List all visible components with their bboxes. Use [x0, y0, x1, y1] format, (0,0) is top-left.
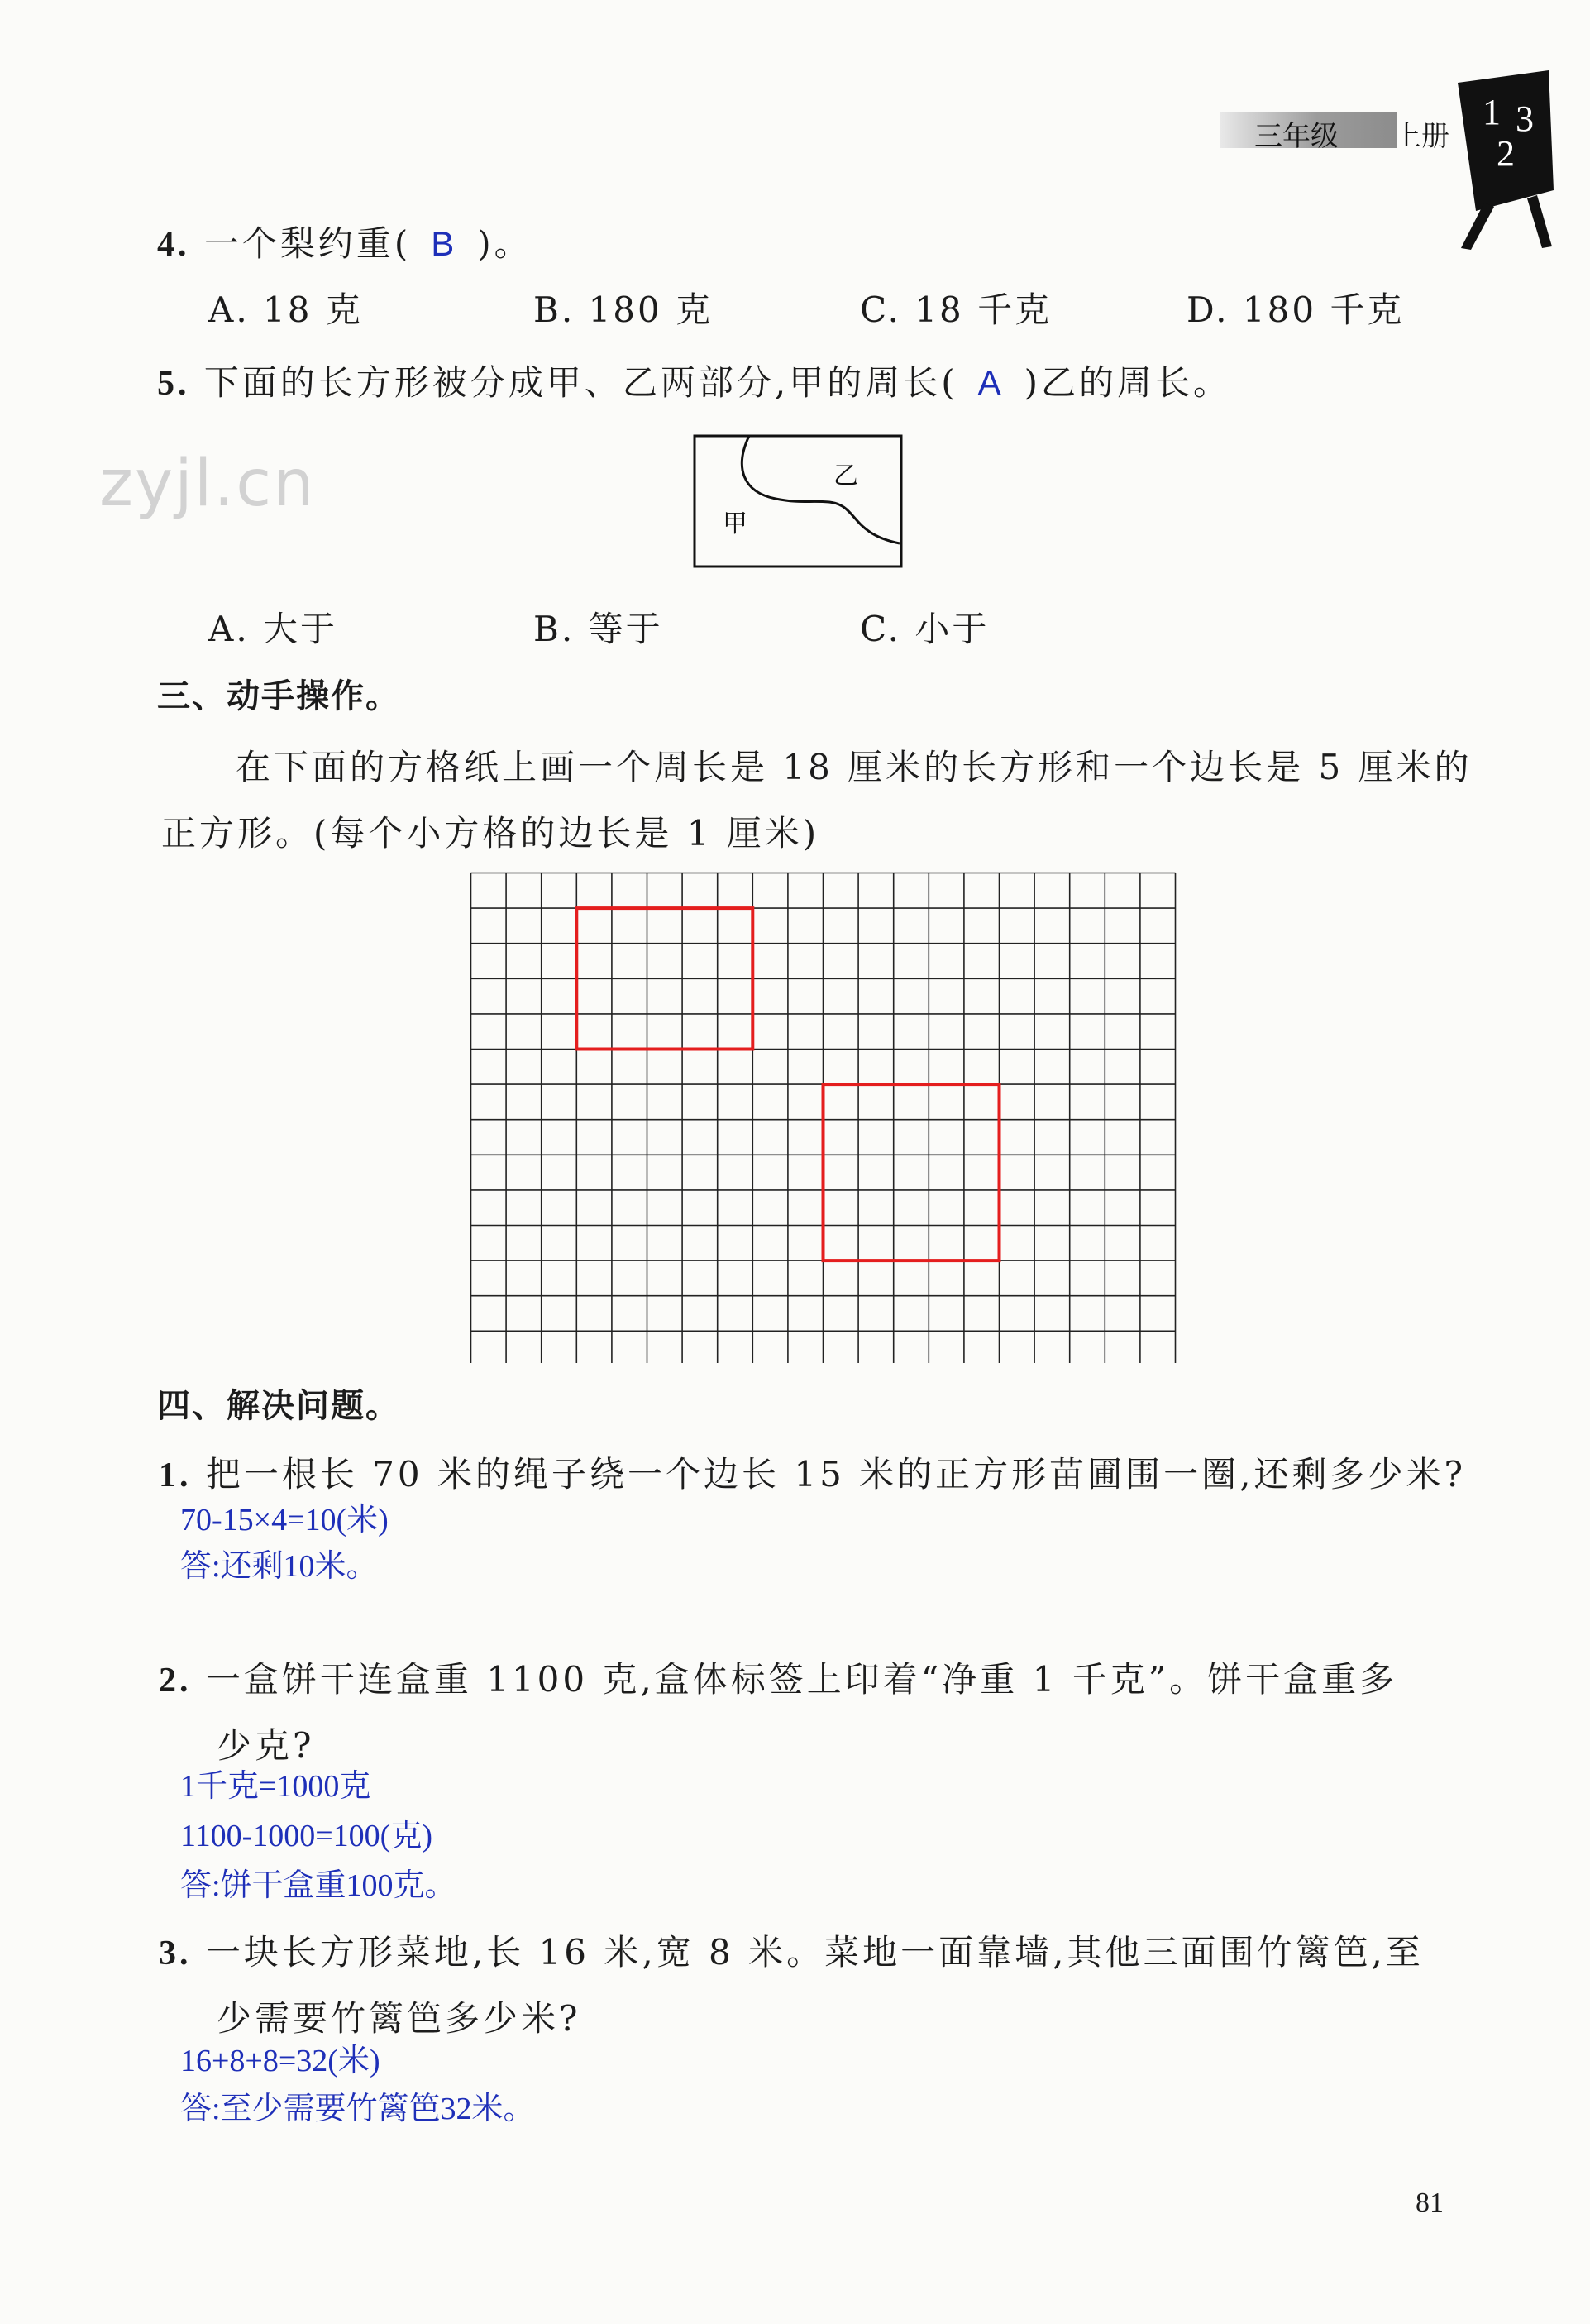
section-title: 三、动手操作。 [157, 677, 400, 715]
question-number: 1. [159, 1456, 192, 1494]
part-yi-label: 乙 [833, 461, 858, 490]
volume-label: 上册 [1393, 120, 1449, 153]
question-number: 4. [157, 226, 190, 264]
section-title: 四、解决问题。 [157, 1387, 400, 1425]
question-text: 少克? [217, 1725, 315, 1766]
logo-digit: 3 [1516, 98, 1534, 139]
answer-mark: A [977, 363, 1005, 402]
question-text: 一个梨约重( [203, 223, 412, 264]
grade-banner [1220, 112, 1397, 153]
question-number: 3. [159, 1934, 192, 1973]
answer-line: 70-15×4=10(米) [180, 1503, 389, 1537]
question-text: )乙的周长。 [1024, 362, 1232, 403]
section-instructions: 在下面的方格纸上画一个周长是 18 厘米的长方形和一个边长是 5 厘米的 [236, 747, 1473, 787]
answer-mark: B [431, 224, 458, 263]
answer-line: 1千克=1000克 [180, 1769, 371, 1804]
option-b: B. 180 克 [533, 289, 714, 330]
question-5 [157, 356, 1231, 405]
question-text: 下面的长方形被分成甲、乙两部分,甲的周长( [203, 362, 958, 403]
option-c: C. 18 千克 [860, 289, 1053, 330]
question-text: 一块长方形菜地,长 16 米,宽 8 米。菜地一面靠墙,其他三面围竹篱笆,至 [205, 1932, 1424, 1973]
part-jia-label: 甲 [723, 509, 747, 538]
answer-line: 答:至少需要竹篱笆32米。 [180, 2092, 535, 2126]
divided-rectangle-figure [693, 434, 905, 571]
clapboard-logo-icon [1451, 66, 1559, 252]
watermark: zyjl.cn [99, 447, 316, 521]
option-d: D. 180 千克 [1187, 289, 1405, 330]
question-text: 把一根长 70 米的绳子绕一个边长 15 米的正方形苗圃围一圈,还剩多少米? [205, 1454, 1467, 1494]
question-text: )。 [477, 223, 532, 264]
answer-line: 答:饼干盒重100克。 [180, 1868, 456, 1903]
grade-label: 三年级 [1254, 120, 1339, 153]
problem-2 [159, 1652, 1397, 1702]
problem-1 [159, 1447, 1466, 1497]
drawn-square [824, 1084, 1000, 1260]
logo-digit: 2 [1497, 133, 1515, 174]
option-a: A. 大于 [208, 609, 338, 649]
question-number: 2. [159, 1662, 192, 1700]
logo-digit: 1 [1483, 92, 1501, 132]
question-text: 少需要竹篱笆多少米? [217, 1998, 581, 2039]
option-b: B. 等于 [533, 609, 663, 649]
option-a: A. 18 克 [208, 289, 363, 330]
question-text: 一盒饼干连盒重 1100 克,盒体标签上印着“净重 1 千克”。饼干盒重多 [205, 1659, 1398, 1700]
option-c: C. 小于 [860, 609, 990, 649]
question-number: 5. [157, 365, 190, 403]
problem-3 [159, 1925, 1424, 1975]
answer-line: 16+8+8=32(米) [180, 2044, 380, 2078]
answer-line: 1100-1000=100(克) [180, 1819, 432, 1853]
answer-line: 答:还剩10米。 [180, 1549, 378, 1584]
grid-paper [470, 872, 1182, 1363]
section-instructions: 正方形。(每个小方格的边长是 1 厘米) [161, 813, 820, 854]
page-number: 81 [1416, 2188, 1444, 2218]
question-4 [157, 217, 532, 266]
